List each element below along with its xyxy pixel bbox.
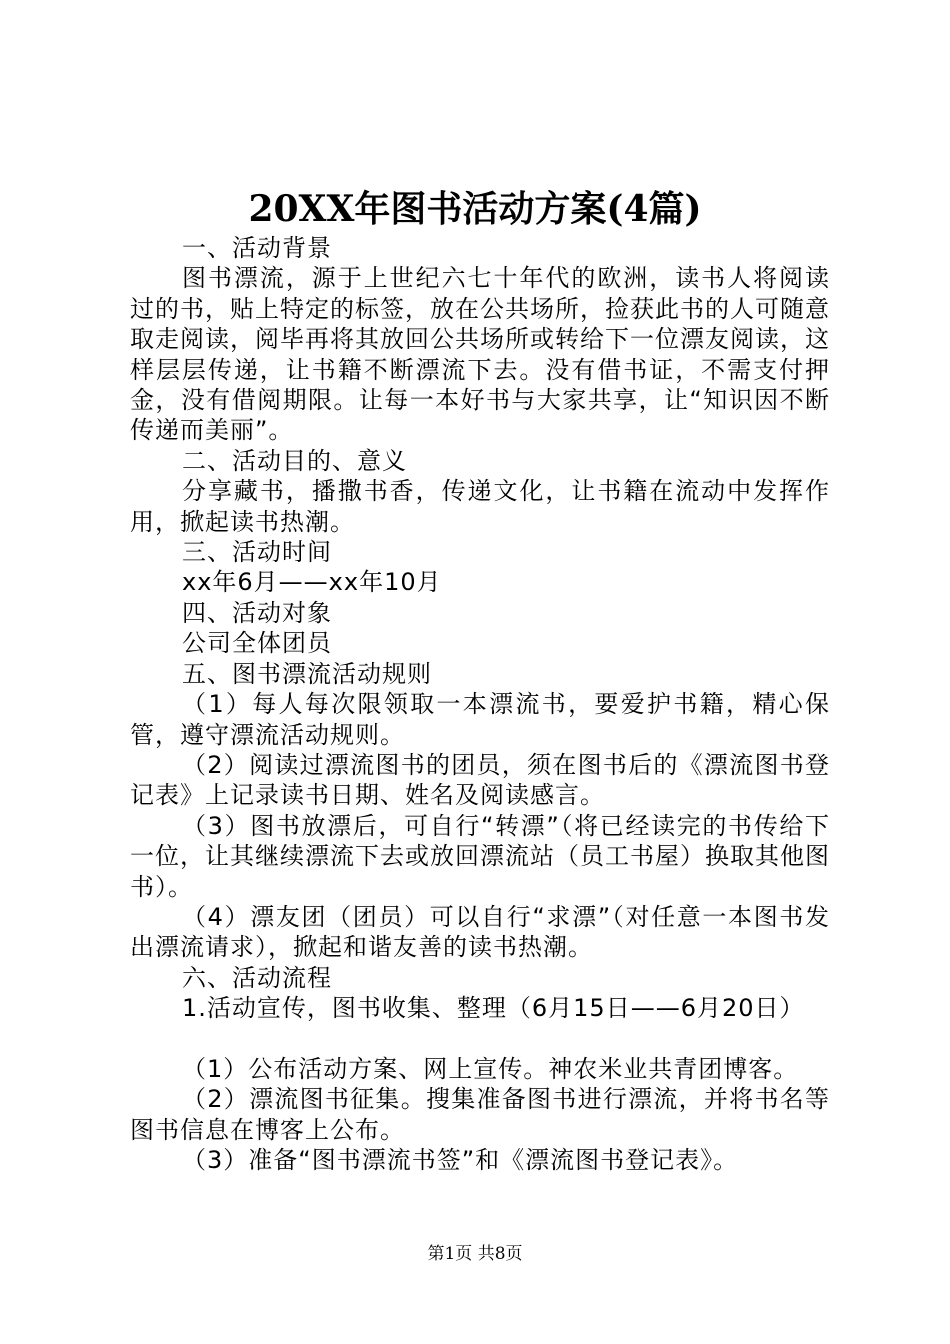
heading-process: 六、活动流程 [182,963,332,992]
document-title: 20XX年图书活动方案(4篇) [248,188,702,230]
rule-item: （1）每人每次限领取一本漂流书，要爱护书籍，精心保管，遵守漂流活动规则。 [130,690,830,749]
rule-item: （4）漂友团（团员）可以自行“求漂”（对任意一本图书发出漂流请求），掀起和谐友善的读书热潮。 [130,902,830,962]
process-item: （3）准备“图书漂流书签”和《漂流图书登记表》。 [182,1146,739,1175]
paragraph-purpose: 分享藏书，播撒书香，传递文化，让书籍在流动中发挥作用，掀起读书热潮。 [130,477,830,536]
blank-line [130,1024,830,1054]
process-item: （1）公布活动方案、网上宣传。神农米业共青团博客。 [182,1054,799,1083]
heading-target: 四、活动对象 [182,598,332,627]
rule-item: （3）图书放漂后，可自行“转漂”（将已经读完的书传给下一位，让其继续漂流下去或放回漂流站（员工书屋）换取其他图书）。 [130,811,830,901]
heading-time: 三、活动时间 [182,538,332,567]
process-item: （2）漂流图书征集。搜集准备图书进行漂流，并将书名等图书信息在博客上公布。 [130,1085,830,1144]
paragraph-time: xx年6月——xx年10月 [182,568,442,597]
paragraph-target: 公司全体团员 [182,629,332,658]
heading-purpose: 二、活动目的、意义 [182,446,407,475]
paragraph-background: 图书漂流，源于上世纪六七十年代的欧洲，读书人将阅读过的书，贴上特定的标签，放在公共场所，捡获此书的人可随意取走阅读，阅毕再将其放回公共场所或转给下一位漂友阅读，这样层层传递，让书籍不断漂流下去。没有借书证，不需支付押金，没有借阅期限。让每一本好书与大家共享，让“知识因不断传递而美丽”。 [130,264,830,445]
document-body [130,233,830,1176]
rule-item: （2）阅读过漂流图书的团员，须在图书后的《漂流图书登记表》上记录读书日期、姓名及阅读感言。 [130,750,830,810]
heading-background: 一、活动背景 [182,234,332,262]
heading-rules: 五、图书漂流活动规则 [182,659,432,688]
process-step: 1.活动宣传，图书收集、整理（6月15日——6月20日） [182,994,805,1023]
page-footer: 第1页 共8页 [427,1244,523,1264]
